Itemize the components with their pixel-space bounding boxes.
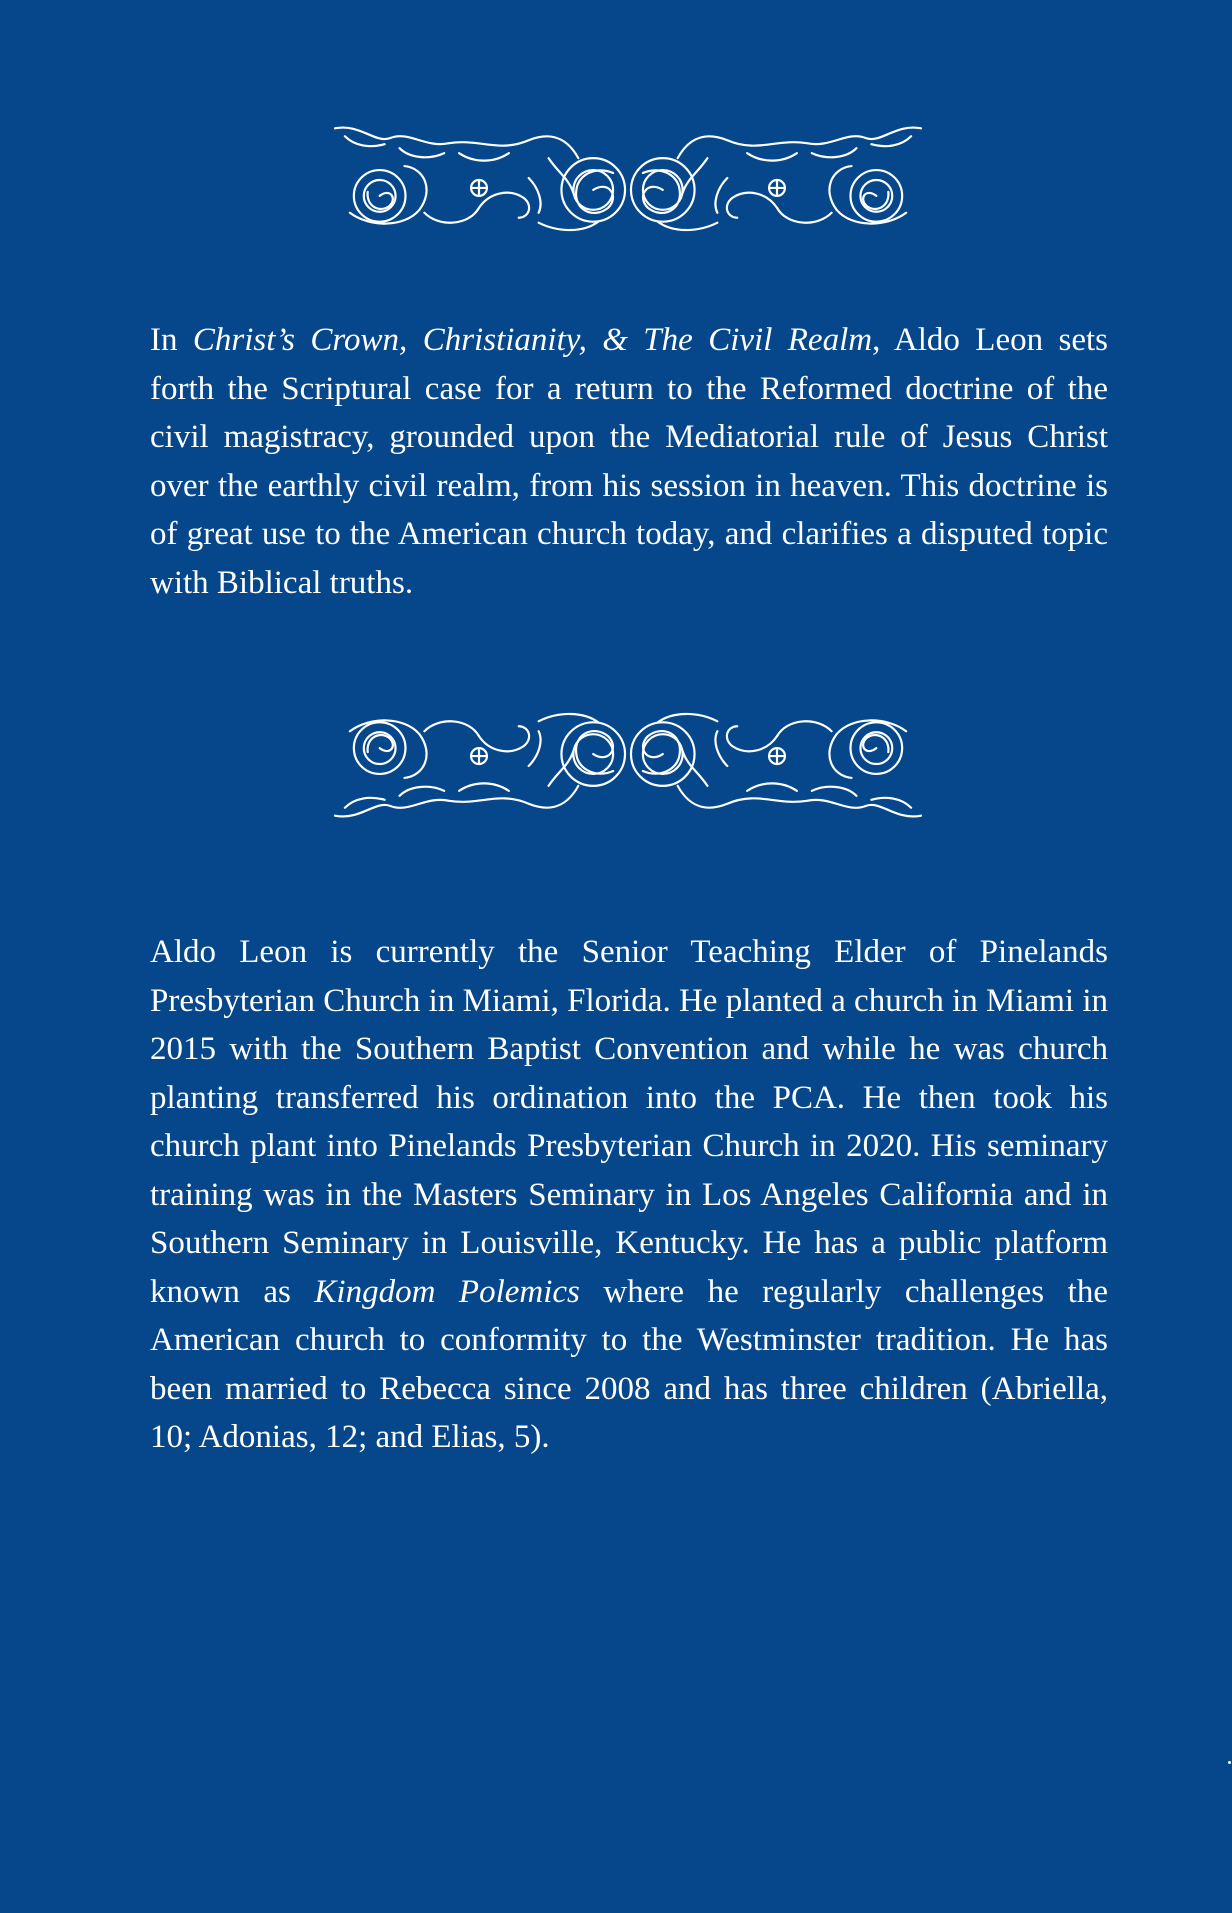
bio-part2: where he regularly challenges the American church to conformity to the Westminster tradition. He has been married to Rebecca since 2008 and has three children (Abriella, 10; Adonias, 12; and Elias, 5).: [150, 1273, 1108, 1455]
scroll-flourish-icon: [330, 118, 926, 238]
blurb-intro: In: [150, 322, 193, 358]
blurb-body: , Aldo Leon sets forth the Scriptural case for a return to the Reformed doctrine of the civil magistracy, grounded upon the Mediatorial rule of Jesus Christ over the earthly civil realm, from his session in heaven. This doctrine is of great use to the American church today, and clarifies a disputed topic with Biblical truths.: [150, 322, 1109, 601]
scroll-flourish-icon: [330, 706, 926, 826]
bio-part1: Aldo Leon is currently the Senior Teaching Elder of Pinelands Presbyterian Church in Miami, Florida. He planted a church in Miami in 2015 with the Southern Baptist Convention and while he was church planting transferred his ordination into the PCA. He then took his church plant into Pinelands Presbyterian Church in 2020. His seminary training was in the Masters Seminary in Los Angeles California and in Southern Seminary in Louisville, Kentucky. He has a public platform known as: [150, 934, 1108, 1310]
book-title: Christ’s Crown, Christianity, & The Civil Realm: [192, 322, 873, 358]
author-bio: [150, 928, 1108, 1462]
book-description: [150, 316, 1108, 607]
edge-dot: [1228, 1761, 1231, 1764]
platform-name: Kingdom Polemics: [314, 1273, 580, 1310]
